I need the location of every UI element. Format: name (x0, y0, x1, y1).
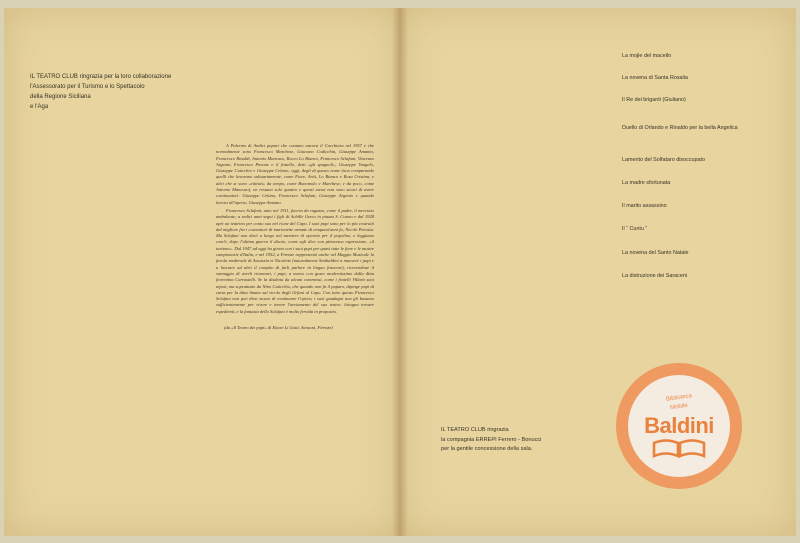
ack-line: la compagnia ERREPI Ferrero - Bonucci (441, 436, 542, 443)
program-title: La distruzione dei Saraceni (622, 273, 688, 279)
ack-line: per la gentile concessione della sala. (441, 446, 533, 452)
program-title: Lamento del Solfataro disoccupato (622, 157, 706, 163)
stamp-inner (628, 375, 730, 477)
essay-paragraph: A Palermo di Andici pupari che contano ancora il Cacchiara nel 1957 e che normalmente sono Francesco Marchese, Giacomo Codicchia, Giuseppe Amanto, Francesco Rinaldi, Antonio Mancuso, Rocco Lo Bianco, Francesco Sclafani, Vincenzo Argento, Francesco Pavone e il fratello, detti «gli spagnoli», Giuseppe Vangelo, Giuseppe Cuticchio e Giuseppe Celano; oggi, degli di questo nome (non comparando quelli che lavorano saltuariamente, come Fiore, Ariti, Lo Bianco e Rosa Cristina, e altri che si sono «ritirati» da tempo, come Bonomolo e Marchese, e da poco, come Antonio Mancuso), ne restano solo quattro e questi stessi non sono sicuri di avere continuatori: Giuseppe Celano, Francesco Sclafani, Giuseppe Argento e quando lavora all'aperto, Giuseppe Amanto. (216, 143, 374, 205)
program-title: Duello di Orlando e Rinaldo per la bella Angelica (622, 125, 738, 131)
right-acknowledgement (441, 426, 631, 455)
program-title: La mojie del macello (622, 53, 672, 59)
program-title: Il marito assassino (622, 203, 667, 209)
right-page (400, 8, 796, 536)
program-title: La novena di Santa Rosalia (622, 75, 688, 81)
ack-line: l'Assessorato per il Turismo e lo Spettacolo (30, 84, 145, 90)
open-book-icon (651, 439, 707, 459)
left-acknowledgement (30, 72, 250, 112)
essay-citation: (da «Il Teatro dei pupi» di Ettore Li Gotti, Sansoni, Firenze) (224, 325, 333, 331)
program-title: Il Re dei briganti (Giuliano) (622, 97, 686, 103)
ack-line: e l'Aga (30, 104, 49, 110)
book-spine (392, 8, 408, 536)
essay-text-block (216, 143, 374, 333)
program-title: Il “ Cuntu ” (622, 226, 648, 232)
ack-line: IL TEATRO CLUB ringrazia per la loro collaborazione (30, 74, 172, 80)
library-stamp (616, 363, 742, 489)
essay-paragraph: Francesco Sclafani, nato nel 1911, faceva da ragazzo, come il padre, il merciaio ambulante; a sedici anni segui i figli di Achille Greco in piazza S. Cosmo e dal 1928 aprì un teatrino per conto suo nel rione del Capo. I suoi pupi sono per lo più costruiti dal migliore fra i costruttori di marionette armate di cinquant'anni fa, Nicolò Pirrotta. Ma Sclafani non durò a lungo nel mestiere di operaio per il popolino, e leggiamo com'è, dopo l'ultima guerra il disoto, come egli dice con pittoresca espressione, «il turismo». Dal 1947 ad oggi ha girato con i suoi pupi per quasi tutte le fiere e le mostre campionarie d'Italia, e nel 1952, a Firenze rappresentò anche nel Maggio Musicale la favola medievale di Aucassin et Nicolette (naturalmente Sinibaldini a muovere i pupi e a lasciare ad altri il compito di farli parlare in lingua francese), ricevendone il vantaggio di averli rinnovati, i pupi, a nuovo con gusto modernissimo dalla ditta fiorentina Carrastelli. Se la disdetta da alcuni commessi, come i fratelli Villarà suoi nipoti, ma soprattutto da Nino Cuticchio, che quando non fa il puparo, dipinge pupi di carta per la ditta Amato sul vicolo degli Orfani al Capo. Con tutto questo Francesco Sclafani non può dirsi sicuro di continuare l'opera; i suoi guadagni non gli bastano sufficientemente per vivere e tenere l'avviamento del suo teatro: bisogna trovare espedienti, e la fantasia dello Sclafani è molto fervida in proposito. (216, 207, 374, 314)
ack-line: IL TEATRO CLUB ringrazia (441, 427, 509, 433)
stamp-line-mobile: Mobile (669, 402, 689, 412)
program-title: La madre sfortunata (622, 180, 671, 186)
ack-line: della Regione Siciliana (30, 94, 91, 100)
stamp-brand: Baldini (644, 413, 714, 438)
stamp-line-library: Biblioteca (665, 393, 693, 403)
program-title: La novena del Santo Natale (622, 250, 689, 256)
